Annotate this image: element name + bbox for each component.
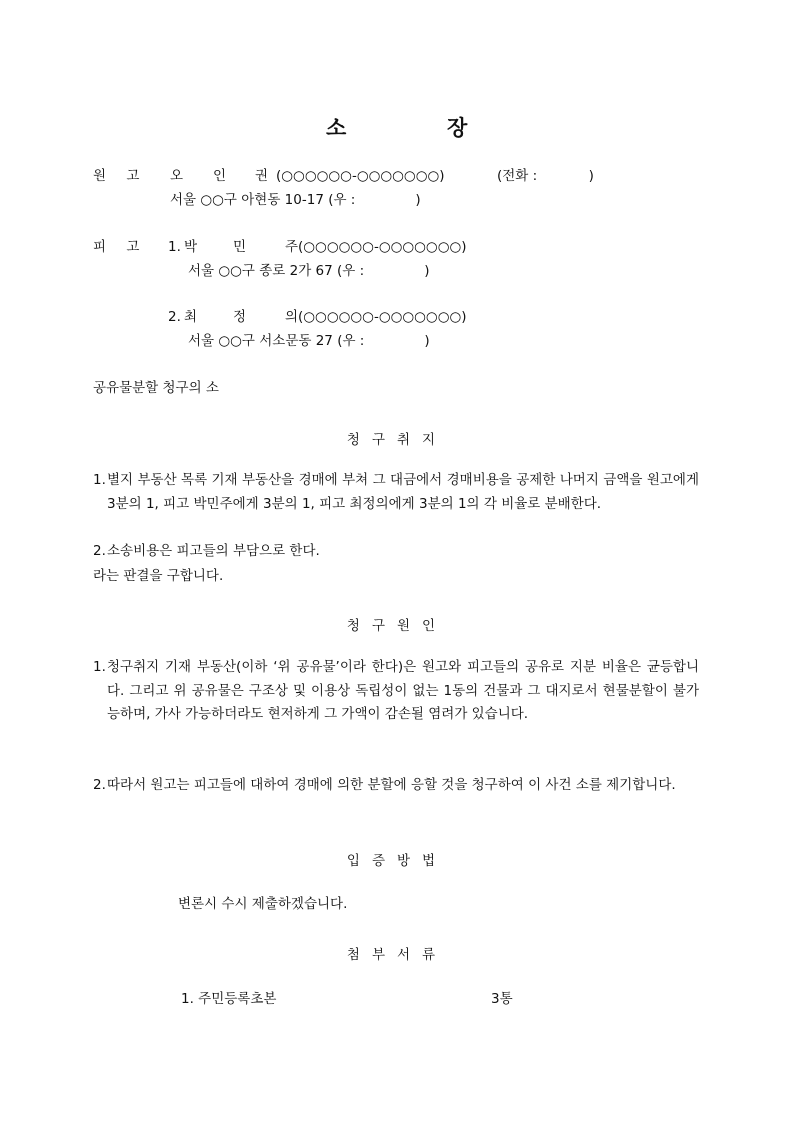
- plaintiff-name-3: 권: [255, 168, 269, 184]
- defendant-1-name-1: 박: [184, 239, 198, 255]
- attachment-item-label: 1. 주민등록초본: [181, 991, 277, 1007]
- claim-cause-item-2: [93, 774, 699, 798]
- defendant-2-name-3: 의: [285, 309, 299, 325]
- defendant-2-id: (○○○○○○-○○○○○○○): [298, 309, 467, 325]
- page-title-left: 소: [326, 116, 347, 140]
- claim-cause-item-2-text: 따라서 원고는 피고들에 대하여 경매에 의한 분할에 응할 것을 청구하여 이 사건 소를 제기합니다.: [107, 777, 676, 793]
- defendant-1-name-3: 주: [285, 239, 299, 255]
- case-name: 공유물분할 청구의 소: [93, 380, 219, 396]
- evidence-text: 변론시 수시 제출하겠습니다.: [178, 896, 348, 912]
- claim-purpose-item-1-num: 1.: [93, 472, 106, 488]
- plaintiff-address: 서울 ○○구 아현동 10-17 (우 : ): [170, 192, 421, 208]
- claim-purpose-item-2: [93, 540, 699, 564]
- page-title-right: 장: [447, 116, 468, 140]
- defendant-2-address: 서울 ○○구 서소문동 27 (우 : ): [188, 333, 430, 349]
- plaintiff-phone: (전화 : ): [497, 168, 594, 184]
- attachment-item-count: 3통: [491, 991, 513, 1007]
- plaintiff-id: (○○○○○○-○○○○○○○): [276, 168, 445, 184]
- claim-cause-item-2-num: 2.: [93, 777, 106, 793]
- defendants-label: 피 고: [93, 239, 148, 255]
- claim-cause-item-1-text: 청구취지 기재 부동산(이하 ‘위 공유물’이라 한다)은 원고와 피고들의 공유로 지분 비율은 균등합니다. 그리고 위 공유물은 구조상 및 이용상 독립성이 없는 1동의 건물과 그 대지로서 현물분할이 불가능하며, 가사 가능하더라도 현저하게 그 가액이 감손될 염려가 있습니다.: [107, 659, 699, 722]
- plaintiff-name-2: 인: [213, 168, 227, 184]
- defendant-2-name-2: 정: [233, 309, 247, 325]
- defendant-1-id: (○○○○○○-○○○○○○○): [298, 239, 467, 255]
- defendant-2-name-1: 최: [184, 309, 198, 325]
- defendant-1-address: 서울 ○○구 종로 2가 67 (우 : ): [188, 263, 430, 279]
- defendant-2-num: 2.: [168, 309, 181, 325]
- claim-cause-item-1: [93, 656, 699, 727]
- claim-purpose-item-1: [93, 469, 699, 516]
- defendant-1-num: 1.: [168, 239, 181, 255]
- evidence-heading: 입증방법: [346, 853, 448, 869]
- claim-purpose-heading: 청구취지: [346, 432, 448, 448]
- plaintiff-name-1: 오: [170, 168, 184, 184]
- claim-purpose-closing: 라는 판결을 구합니다.: [93, 568, 224, 584]
- claim-purpose-item-1-text: 별지 부동산 목록 기재 부동산을 경매에 부쳐 그 대금에서 경매비용을 공제한 나머지 금액을 원고에게 3분의 1, 피고 박민주에게 3분의 1, 피고 최정의에게 3분의 1의 각 비율로 분배한다.: [107, 472, 699, 512]
- plaintiff-label: 원 고: [93, 168, 148, 184]
- claim-cause-heading: 청구원인: [346, 618, 448, 634]
- claim-purpose-item-2-num: 2.: [93, 543, 106, 559]
- claim-purpose-item-2-text: 소송비용은 피고들의 부담으로 한다.: [107, 543, 320, 559]
- defendant-1-name-2: 민: [233, 239, 247, 255]
- attachments-heading: 첨부서류: [346, 947, 448, 963]
- claim-cause-item-1-num: 1.: [93, 659, 106, 675]
